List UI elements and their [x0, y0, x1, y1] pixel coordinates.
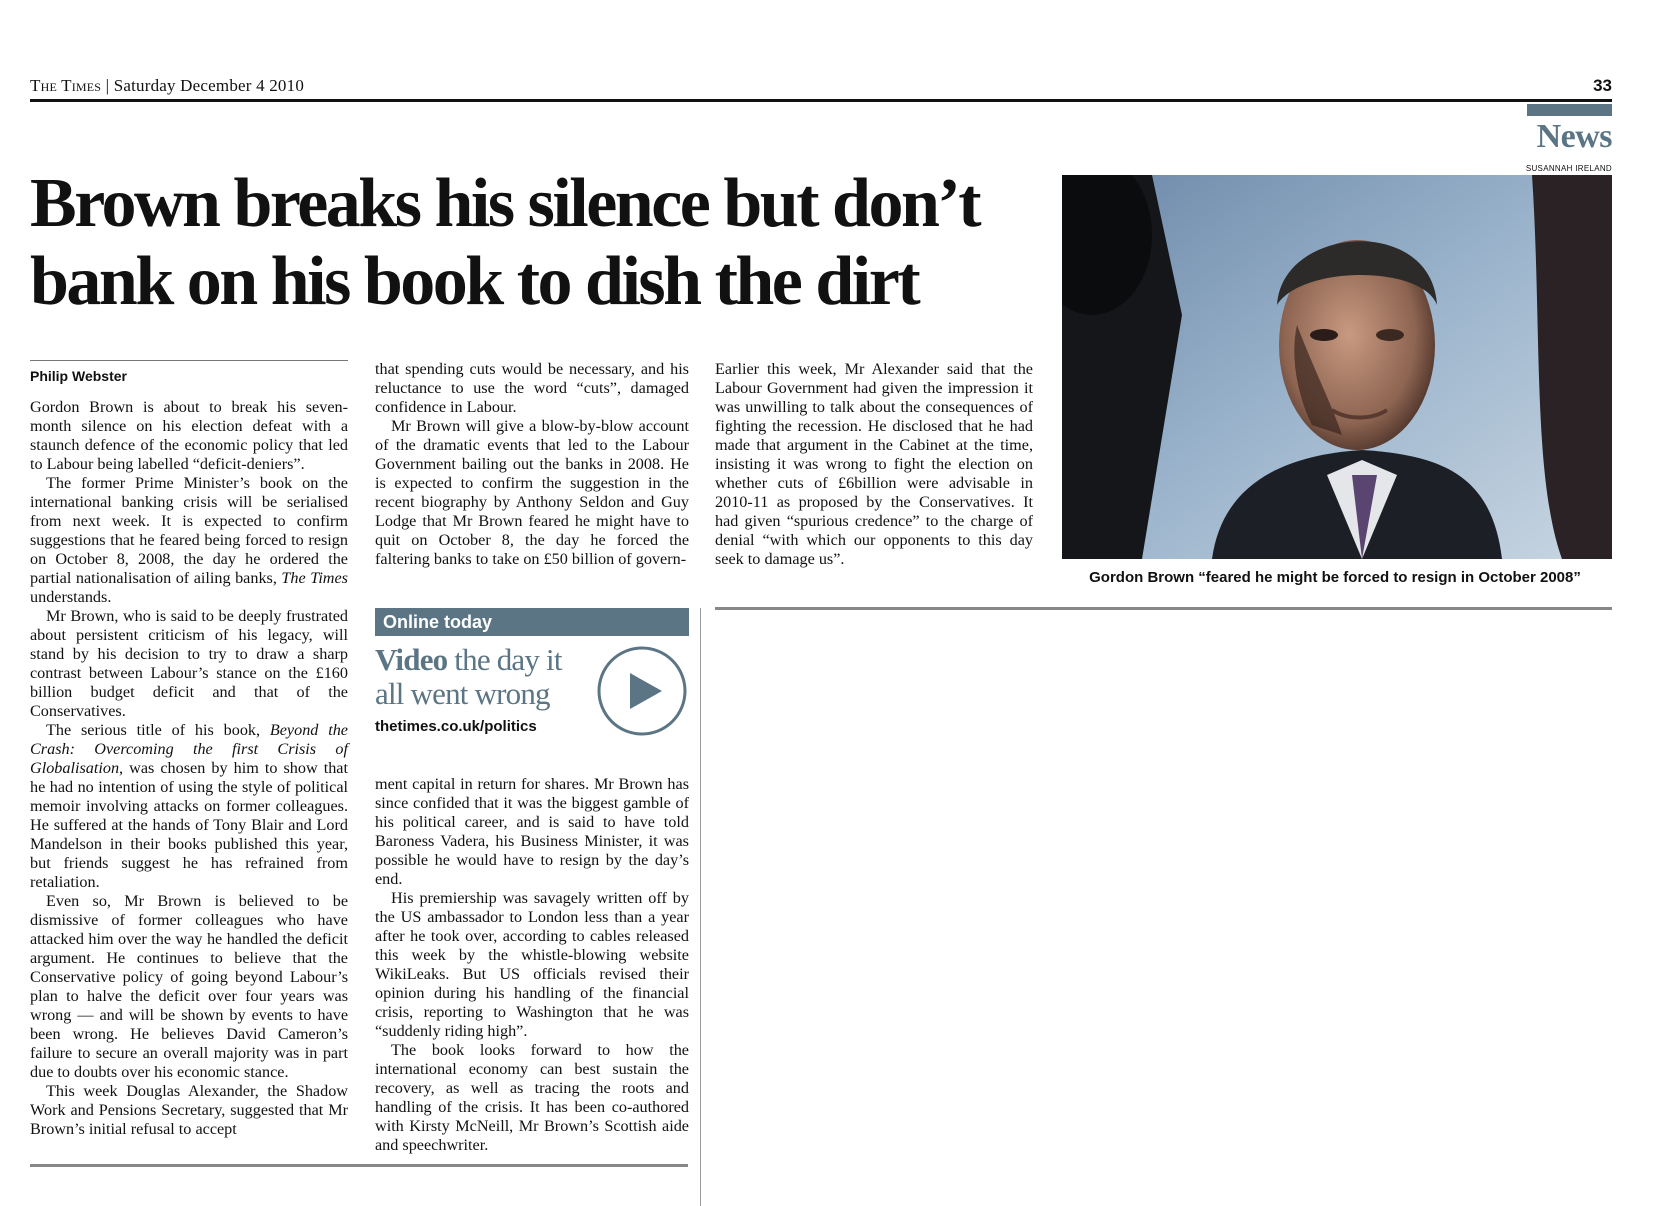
paragraph: The book looks forward to how the international economy can best sustain the recovery, as well as tracing the roots and handling of the crisis. It has been co-authored with Kirsty McNeill, Mr Brown’s Scottish aide and speechwriter. [375, 1041, 689, 1154]
paragraph: Mr Brown will give a blow-by-blow account of the dramatic events that led to the Labour Government bailing out the banks in 2008. He is expected to confirm the suggestion in the recent biography by Anthony Seldon and Guy Lodge that Mr Brown feared he might have to quit on October 8, the day he forced the faltering banks to take on £50 billion of govern- [375, 417, 689, 568]
masthead-date: Saturday December 4 2010 [113, 76, 305, 95]
photo-caption: Gordon Brown “feared he might be forced to resign in October 2008” [1089, 569, 1581, 586]
video-title-rest: the day it all went wrong [375, 642, 562, 711]
byline-rule [30, 360, 348, 361]
paragraph: Earlier this week, Mr Alexander said that the Labour Government had given the impression it was unwilling to talk about the consequences of fighting the recession. He disclosed that he had made that argument in the Cabinet at the time, insisting it was wrong to fight the election on whether cuts of £6billion were advisable in 2010-11 as proposed by the Conservatives. It had given “spurious credence” to the charge of denial “with which our opponents to this day seek to damage us”. [715, 360, 1033, 568]
article-column-2-bottom [375, 775, 689, 1155]
article-column-2-top [375, 360, 689, 569]
masthead-paper-name: The Times [30, 76, 102, 95]
paragraph: that spending cuts would be necessary, and his reluctance to use the word “cuts”, damaged confidence in Labour. [375, 360, 689, 416]
portrait-image [1062, 175, 1612, 559]
byline: Philip Webster [30, 368, 127, 384]
paragraph: Gordon Brown is about to break his seven-month silence on his election defeat with a staunch defence of the economic policy that led to Labour being labelled “deficit-deniers”. [30, 398, 348, 473]
masthead [30, 76, 304, 96]
text-run: The former Prime Minister’s book on the international banking crisis will be serialised from next week. It is expected to confirm suggestions that he feared being forced to resign on October 8, 2008, the day he ordered the partial nationalisation of ailing banks, [30, 474, 348, 587]
article-photo [1062, 175, 1612, 559]
headline-line-2: bank on his book to dish the dirt [30, 243, 919, 320]
paragraph: Even so, Mr Brown is believed to be dismissive of former colleagues who have attacked him over the way he handled the deficit argument. He continues to believe that the Conservative policy of going beyond Labour’s plan to halve the deficit over four years was wrong — and will be shown by events to have been wrong. He believes David Cameron’s failure to secure an overall majority was in part due to doubts over his economic stance. [30, 892, 348, 1081]
column-3-bottom-rule [715, 607, 1612, 610]
text-run: The serious title of his book, [46, 721, 270, 739]
text-run: , was chosen by him to show that he had no intention of using the style of political memoir involving attacks on former colleagues. He suffered at the hands of Tony Blair and Lord Mandelson in their books published this year, but friends suggest he has refrained from retaliation. [30, 759, 348, 891]
masthead-separator: | [105, 76, 110, 95]
online-today-banner [375, 608, 689, 636]
headline [30, 165, 1050, 321]
section-bar [1527, 104, 1612, 116]
online-today-heading: Online today [383, 612, 493, 632]
text-run: understands. [30, 588, 112, 606]
paragraph: This week Douglas Alexander, the Shadow Work and Pensions Secretary, suggested that Mr Brown’s initial refusal to accept [30, 1082, 348, 1138]
play-icon[interactable] [596, 645, 688, 737]
article-column-3 [715, 360, 1033, 569]
paragraph: ment capital in return for shares. Mr Brown has since confided that it was the biggest gamble of his political career, and is said to have told Baroness Vadera, his Business Minister, it was possible he would have to resign by the day’s end. [375, 775, 689, 888]
paragraph: Mr Brown, who is said to be deeply frustrated about persistent criticism of his legacy, will stand by his decision to try to draw a sharp contrast between Labour’s stance on the £160 billion budget deficit and that of the Conservatives. [30, 607, 348, 720]
paragraph [30, 474, 348, 607]
video-promo-title[interactable] [375, 643, 590, 711]
online-url-link[interactable]: thetimes.co.uk/politics [375, 718, 537, 735]
section-label: News [1536, 118, 1612, 155]
column-divider [700, 608, 701, 1206]
video-label: Video [375, 642, 448, 677]
paragraph: His premiership was savagely written off by the US ambassador to London less than a year after he took over, according to cables released this week by the whistle-blowing website WikiLeaks. But US officials revised their opinion during his handling of the financial crisis, reporting to Washington that he was “suddenly riding high”. [375, 889, 689, 1040]
masthead-rule [30, 99, 1612, 102]
page-number: 33 [1593, 76, 1612, 95]
article-column-1 [30, 398, 348, 1139]
headline-line-1: Brown breaks his silence but don’t [30, 165, 980, 242]
book-title: Beyond the Crash: Overcoming the first Crisis of Globalisation [30, 721, 348, 777]
article-bottom-rule [30, 1164, 688, 1167]
italic-text: The Times [281, 569, 348, 587]
photo-credit: SUSANNAH IRELAND [1525, 164, 1612, 173]
paragraph [30, 721, 348, 892]
